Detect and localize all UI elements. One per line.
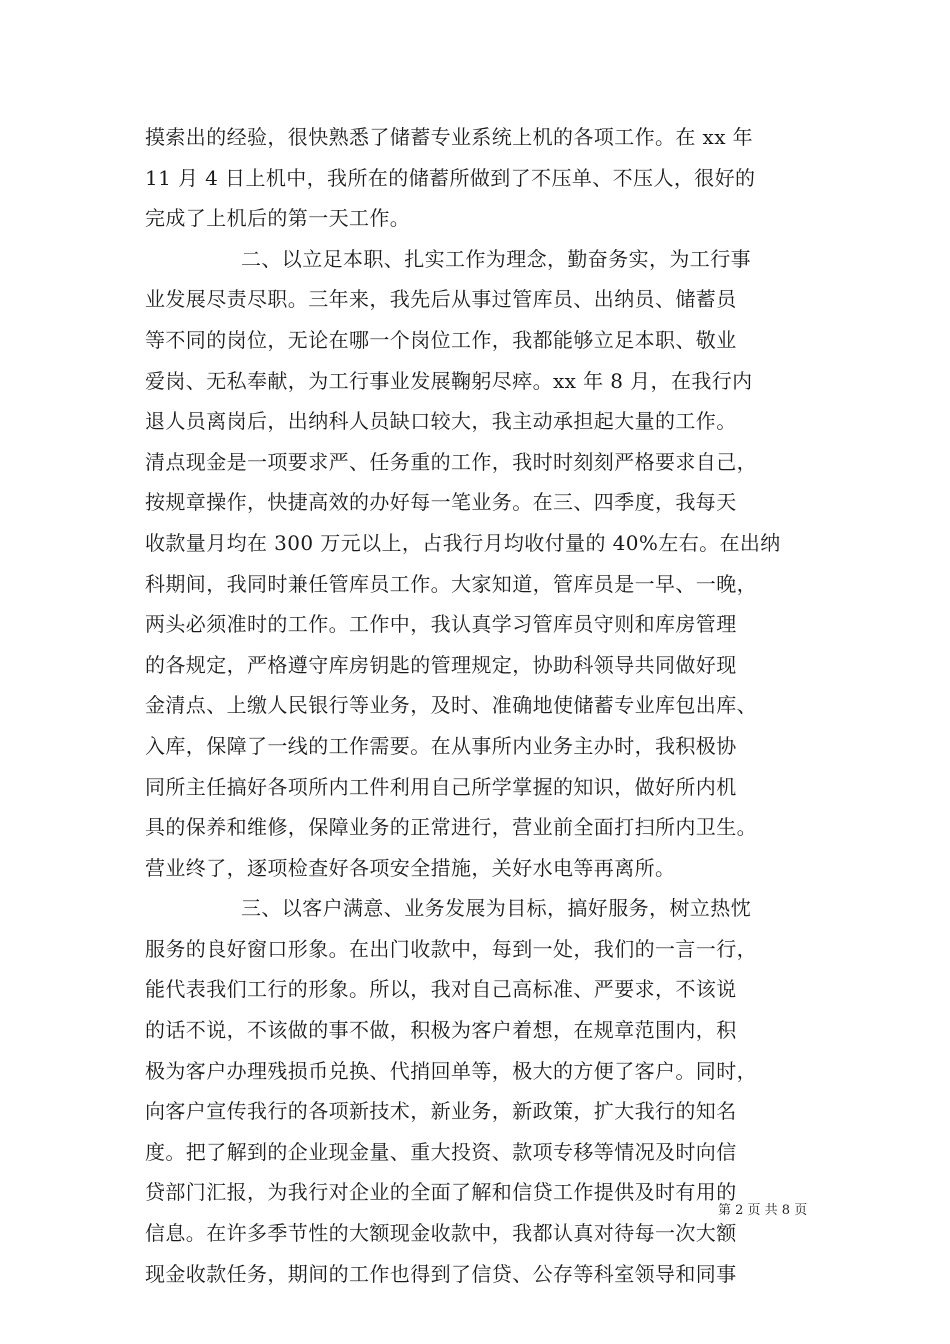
text-line: 完成了上机后的第一天工作。 xyxy=(145,206,411,231)
text-line: 信息。在许多季节性的大额现金收款中，我都认真对待每一次大额 xyxy=(145,1221,737,1246)
text-line: 度。把了解到的企业现金量、重大投资、款项专移等情况及时向信 xyxy=(145,1139,737,1164)
text-line: 能代表我们工行的形象。所以，我对自己高标准、严要求，不该说 xyxy=(145,977,737,1002)
text-line: 具的保养和维修，保障业务的正常进行，营业前全面打扫所内卫生。 xyxy=(145,815,757,840)
text-line: 入库，保障了一线的工作需要。在从事所内业务主办时，我积极协 xyxy=(145,733,737,758)
text-line: 业发展尽责尽职。三年来，我先后从事过管库员、出纳员、储蓄员 xyxy=(145,287,737,312)
text-line: 现金收款任务，期间的工作也得到了信贷、公存等科室领导和同事 xyxy=(145,1261,737,1286)
paragraph-start-line: 二、以立足本职、扎实工作为理念，勤奋务实，为工行事 xyxy=(241,246,751,271)
text-line: 的各规定，严格遵守库房钥匙的管理规定，协助科领导共同做好现 xyxy=(145,652,737,677)
text-line: 摸索出的经验，很快熟悉了储蓄专业系统上机的各项工作。在 xx 年 xyxy=(145,125,754,149)
text-line: 爱岗、无私奉献，为工行事业发展鞠躬尽瘁。xx 年 8 月，在我行内 xyxy=(145,368,753,393)
page-number-footer: 第 2 页 共 8 页 xyxy=(718,1203,808,1218)
text-line: 科期间，我同时兼任管库员工作。大家知道，管库员是一早、一晚， xyxy=(145,571,757,596)
text-line: 等不同的岗位，无论在哪一个岗位工作，我都能够立足本职、敬业 xyxy=(145,327,737,352)
paragraph-start-line: 三、以客户满意、业务发展为目标，搞好服务，树立热忱 xyxy=(241,896,751,921)
text-line: 金清点、上缴人民银行等业务，及时、准确地使储蓄专业库包出库、 xyxy=(145,693,757,718)
text-line: 极为客户办理残损币兑换、代捎回单等，极大的方便了客户。同时， xyxy=(145,1058,757,1083)
body-text xyxy=(145,117,810,1294)
text-line: 营业终了，逐项检查好各项安全措施，关好水电等再离所。 xyxy=(145,855,676,880)
text-line: 的话不说，不该做的事不做，积极为客户着想，在规章范围内，积 xyxy=(145,1018,737,1043)
text-line: 收款量月均在 300 万元以上，占我行月均收付量的 40%左右。在出纳 xyxy=(145,530,781,555)
text-line: 11 月 4 日上机中，我所在的储蓄所做到了不压单、不压人，很好的 xyxy=(145,165,756,190)
text-line: 退人员离岗后，出纳科人员缺口较大，我主动承担起大量的工作。 xyxy=(145,409,737,434)
text-line: 向客户宣传我行的各项新技术，新业务，新政策，扩大我行的知名 xyxy=(145,1099,737,1124)
text-line: 按规章操作，快捷高效的办好每一笔业务。在三、四季度，我每天 xyxy=(145,490,737,515)
text-line: 两头必须准时的工作。工作中，我认真学习管库员守则和库房管理 xyxy=(145,612,737,637)
text-line: 清点现金是一项要求严、任务重的工作，我时时刻刻严格要求自己， xyxy=(145,449,757,474)
text-line: 服务的良好窗口形象。在出门收款中，每到一处，我们的一言一行， xyxy=(145,936,757,961)
text-line: 同所主任搞好各项所内工件利用自己所学掌握的知识，做好所内机 xyxy=(145,774,737,799)
text-line: 贷部门汇报，为我行对企业的全面了解和信贷工作提供及时有用的 xyxy=(145,1180,737,1205)
